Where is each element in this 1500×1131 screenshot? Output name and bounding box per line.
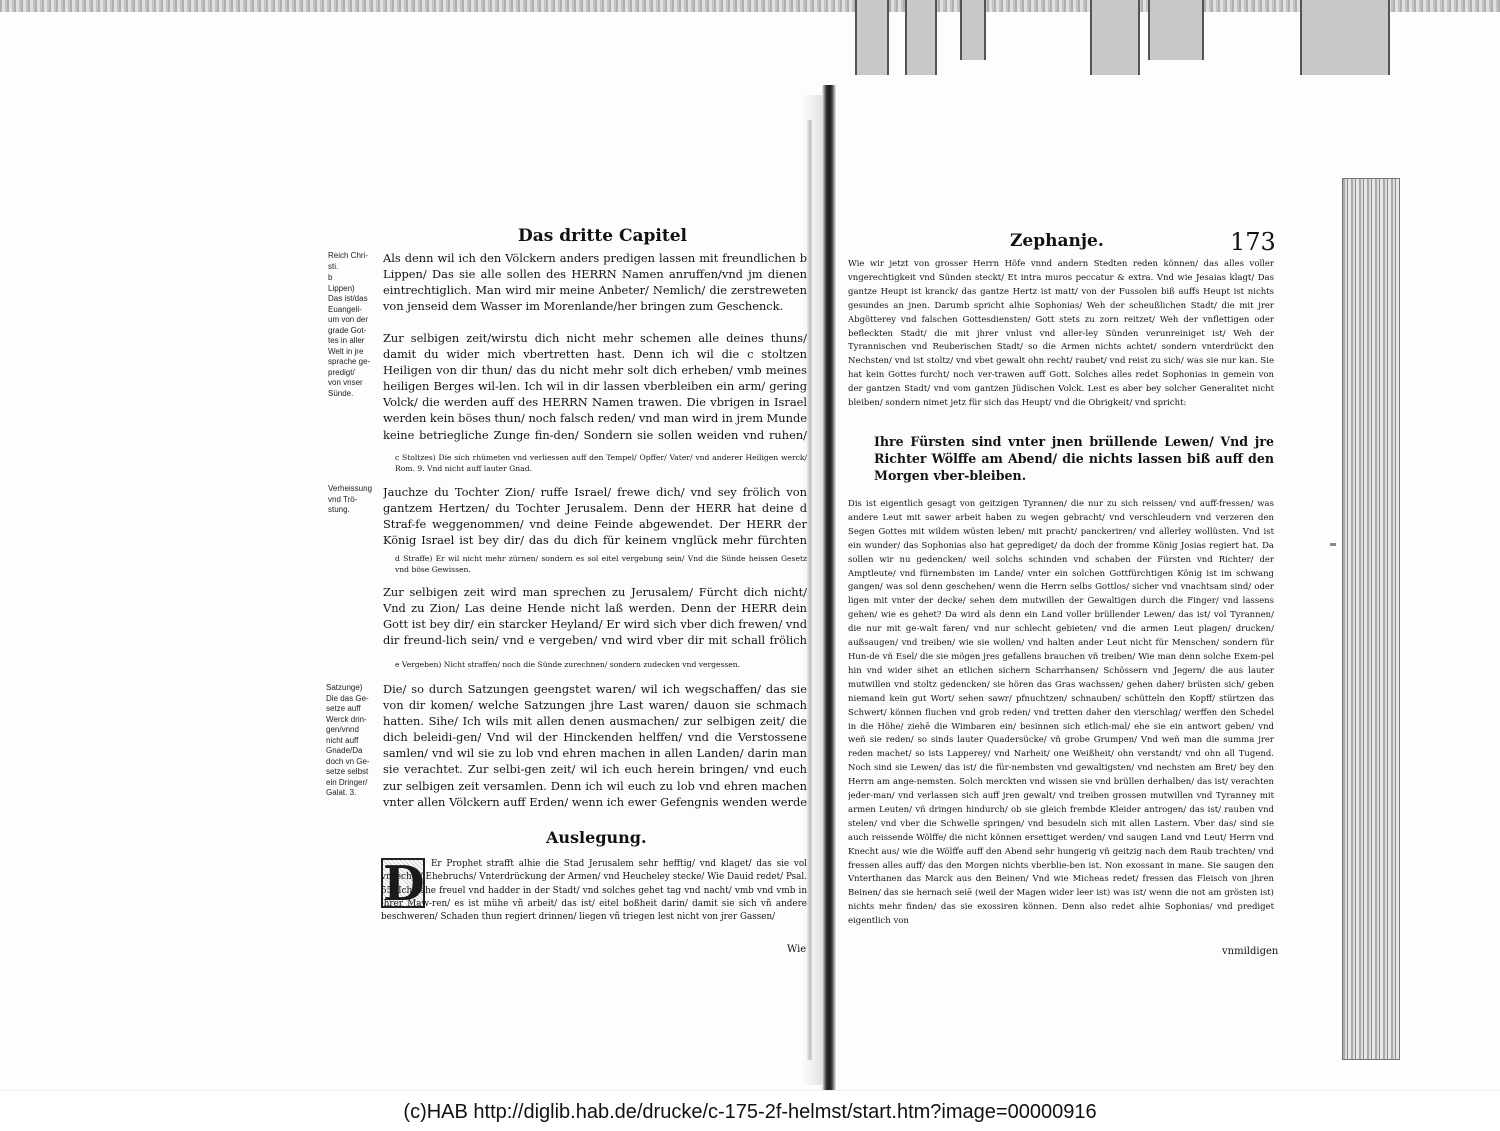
verse-paragraph: Die/ so durch Satzungen geengstet waren/ wil ich wegschaffen/ das sie von dir komen/ welche Satzungen jhre Last waren/ dauon sie schmach hatten. Sihe/ Ich wils mit allen denen ausmachen/ zur selbigen zeit/ die dich beleidi-gen/ Vnd wil der Hinckenden helffen/ vnd die Verstossene samlen/ vnd wil sie zu lob vnd ehren machen in allen Landen/ darin man sie verachtet. Zur selbi-gen zeit/ wil ich euch herein bringen/ vnd euch zur selbigen zeit versamlen. Denn ich wil euch zu lob vnd ehren machen vnter allen Völckern auff Erden/ wenn ich ewer Gefengnis wenden werde: [383, 682, 807, 809]
page-tab: [960, 0, 986, 60]
page-edges: [1342, 178, 1400, 1060]
verse-paragraph: Als denn wil ich den Völckern anders predigen lassen mit freundlichen b Lippen/ Das sie alle sollen des HERRN Namen anruffen/vnd jm dienen eintrechtiglich. Man wird mir meine Anbeter/ Nemlich/ die zerstreweten von jenseid dem Wasser im Morenlande/her bringen zum Geschenck.: [383, 251, 807, 314]
page-tab: [855, 0, 889, 75]
margin-note: Verheissung vnd Trö- stung.: [328, 484, 373, 514]
margin-note: b Lippen) Das ist/das Euangeli- um von der grade Got- tes in aller Welt in jre sprache ge- predigt/ von vnser Sünde.: [328, 273, 371, 398]
catchword: vnmildigen: [1222, 946, 1279, 957]
gloss-note: d Straffe) Er wil nicht mehr zürnen/ sondern es sol eitel vergebung sein/ Vnd die Sünde heissen Gesetz vnd böse Gewissen.: [395, 554, 807, 574]
gloss-note: c Stoltzes) Die sich rhümeten vnd verliessen auff den Tempel/ Opffer/ Vater/ vnd anderer Heiligen werck/ Rom. 9. Vnd nicht auff lauter Gnad.: [395, 453, 807, 473]
page-tab: [905, 0, 937, 75]
quoted-verse: Ihre Fürsten sind vnter jnen brüllende Lewen/ Vnd jre Richter Wölffe am Abend/ die nichts lassen biß auff den Morgen vber-bleiben.: [874, 434, 1274, 483]
margin-note: Reich Chri- sti.: [328, 251, 369, 271]
margin-note: Satzunge) Die das Ge- setze auff Werck drin- gen/vnnd nicht auff Gnade/Da doch vn Ge- setze selbst ein Dringer/ Galat. 3.: [326, 683, 370, 797]
copyright-footer: [0, 1090, 1500, 1131]
scan-speck: [1330, 543, 1336, 546]
page-tab: [1300, 0, 1390, 75]
running-head-right: Zephanje.: [1010, 231, 1104, 251]
commentary-paragraph: Dis ist eigentlich gesagt von geitzigen Tyrannen/ die nur zu sich reissen/ vnd auff-fressen/ was andere Leut mit sawer arbeit haben zu wegen gebracht/ vnd verschleudern vnd verzeren den Segen Gottes mit wildem wüsten leben/ mit pracht/ panckeriren/ vnd allerley wollüsten. Vnd ist ein wunder/ das Sophonias also hat geprediget/ da doch der fromme König Josias regiert hat. Da sollen wir nu gedencken/ weil solchs schinden vnd schaben der Fürsten vnd Richter/ der Amptleute/ vnd fürnembsten im Lande/ vnter ein solchen Gottfürchtigen König ist im schwang gangen/ was sol denn geschehen/ wenn die Herrn selbs Gottlos/ sicher vnd vnachtsam sind/ oder ligen mit vnter der decke/ sehen dem mutwillen der Gewaltigen durch die Finger/ vnd lassens gehen/ wie es gehet? Da wird als denn ein Land voller brüllender Lewen/ das ist/ vol Tyrannen/ die nur mit ge-walt faren/ vnd nur schlecht gebieten/ vnd die armen Leut plagen/ drucken/ außsaugen/ vnd treiben/ wie sie wollen/ vnd halten ander Leut nicht für Menschen/ sondern für Hun-de vñ Esel/ die sie mögen jres gefallens brauchen vñ treiben/ Wie man denn solche Exem-pel hin vnd wider sihet an etlichen sichern Scharrhansen/ Schössern vnd Jegern/ die aus lauter mutwillen vnd stoltz gedencken/ sie hören das Gras wachssen/ gehen daher/ brüsten sich/ geben niemand kein gut Wort/ sehen sawr/ pfnuchtzen/ schnauben/ schütteln den Kopff/ stürtzen das Schwert/ können fluchen vnd grob reden/ vnd tretten daher den vierschlag/ werffen den Schedel in die Höhe/ ziehē die Wimbaren ein/ besinnen sich etlich-mal/ ehe sie ein antwort geben/ vnd weñ sie reden/ so sinds lauter Quadersücke/ vñ grobe Grumpen/ Vnd weñ man die summa jrer reden machet/ so ists Lapperey/ vnd Narheit/ one Weißheit/ ohn verstandt/ vnd ohn all Tugend. Noch sind sie Lewen/ das ist/ die für-nembsten vnd gewaltigsten/ vnd nechsten am Bret/ bey den Herrn am ange-nemsten. Solch merckten vnd wissen sie vnd brüllen derhalben/ das ist/ verachten jeder-man/ vnd verlassen sich auff jren gewalt/ vnd treiben grossen mutwillen vnd Tyranney mit armen Leuten/ vñ dringen hindurch/ ob sie gleich frembde Kleider antrogen/ das ist/ rauben vnd stelen/ vnd vber die Schwelle springen/ vnd besudeln sich mit allen Lastern. Vber das/ sind sie auch reissende Wölffe/ die nicht können ersettiget werden/ vnd saugen Land vnd Leut/ Herrn vnd Knecht aus/ wie die Wölffe auff den Abend sehr hungerig vñ geitzig nach dem Raub trachten/ vnd fressen alles auff/ das den Morgen nichts vberblie-ben ist. Non exossant in mane. Sie saugen den Vnterthanen das Marck aus den Beinen/ Vnd wie Micheas redet/ fressen das Fleisch von jhren Beinen/ das sie hernach seiē (weil der Magen wider leer ist) was ist/ wenn die not am grösten ist) nichts mehr finden/ das sie exossiren können. Denn also redet alhie Sophonias/ vnd prediget eigentlich von: [848, 499, 1274, 927]
copyright-text: (c)HAB http://diglib.hab.de/drucke/c-175-2f-helmst/start.htm?image=00000916: [403, 1101, 1097, 1123]
scan-top-edge: [0, 0, 1500, 12]
commentary-paragraph: Wie wir jetzt von grosser Herrn Höfe vnnd andern Stedten reden können/ das alles voller vngerechtigkeit vnd Sünden steckt/ Et intra muros peccatur & extra. Vnd wie Jesaias klagt/ Das gantze Heupt ist kranck/ das gantze Hertz ist matt/ von der Fussolen biß auffs Heupt ist nichts gesundes an jnen. Darumb spricht alhie Sophonias/ Weh der scheußlichen Stadt/ die mit jrer Abgötterey vnd falschen Gottesdiensten/ Gott stets zu zorn reitzet/ Weh der vnflettigen oder befleckten Stadt/ die mit jhrer vnlust vnd aller-ley Sünden verunreiniget ist/ Weh der Tyrannischen vnd Reuberischen Stadt/ so die Armen nichts achtet/ sondern vnterdrückt den Nechsten/ vnd ist stoltz/ vnd vbet gewalt ohn recht/ raubet/ vnd reist zu sich/ was sie nur kan. Sie hat kein Gottes furcht/ noch ver-trawen auff Gott. Solches alles redet Sophonias in gemein von der gantzen Stadt/ vnd vom gantzen Jüdischen Volck. Lest es aber bey solcher Generalitet nicht bleiben/ sondern nimet jetz für sich das Heupt/ vnd die Obrigkeit/ vnd spricht:: [848, 259, 1274, 409]
verse-paragraph: Zur selbigen zeit/wirstu dich nicht mehr schemen alle deines thuns/ damit du wider mich vbertretten hast. Denn ich wil die c stoltzen Heiligen von dir thun/ das du nicht mehr solt dich erheben/ vmb meines heiligen Berges wil-len. Ich wil in dir lassen vberbleiben ein arm/ gering Volck/ die werden auff des HERRN Namen trawen. Die vbrigen in Israel werden kein böses thun/ noch falsch reden/ vnd man wird in jrem Munde keine betriegliche Zunge fin-den/ Sondern sie sollen weiden vnd ruhen/: [383, 331, 807, 442]
commentary-paragraph: Er Prophet strafft alhie die Stad Jerusalem sehr hefftig/ vnd klaget/ das sie vol vnrechts/ Ehebruchs/ Vnterdrückung der Armen/ vnd Heucheley stecke/ Wie Dauid redet/ Psal. 55. Ich sehe freuel vnd hadder in der Stadt/ vnd solches gehet tag vnd nacht/ vmb vnd vmb in jhrer Maw-ren/ es ist mühe vñ arbeit/ das ist/ eitel boßheit darin/ damit sie sich vñ andere beschweren/ Schaden thun regiert drinnen/ liegen vñ triegen lest nicht von jrer Gassen/: [381, 859, 807, 923]
page-tab: [1090, 0, 1140, 75]
section-heading: Auslegung.: [546, 828, 647, 847]
verse-paragraph: Jauchze du Tochter Zion/ ruffe Israel/ frewe dich/ vnd sey frölich von gantzem Hertzen/ du Tochter Jerusalem. Denn der HERR hat deine d Straf-fe weggenommen/ vnd deine Feinde abgewendet. Der HERR der König Israel ist bey dir/ das du dich für keinem vnglück mehr fürchten: [383, 485, 807, 548]
page-tab: [1148, 0, 1204, 60]
catchword: Wie: [787, 944, 807, 955]
gloss-note: e Vergeben) Nicht straffen/ noch die Sünde zurechnen/ sondern zudecken vnd vergessen.: [395, 660, 741, 669]
binding-shadow: [806, 120, 814, 1060]
page-number: 173: [1230, 228, 1276, 256]
verse-paragraph: Zur selbigen zeit wird man sprechen zu Jerusalem/ Fürcht dich nicht/ Vnd zu Zion/ Las deine Hende nicht laß werden. Denn der HERR dein Gott ist bey dir/ ein starcker Heyland/ Er wird sich vber dich frewen/ vnd dir freund-lich sein/ vnd e vergeben/ vnd wird vber dir mit schall frölich: [383, 585, 807, 648]
running-head-left: Das dritte Capitel: [518, 226, 688, 246]
book-gutter: [822, 85, 836, 1090]
decorated-initial: D: [383, 856, 425, 912]
